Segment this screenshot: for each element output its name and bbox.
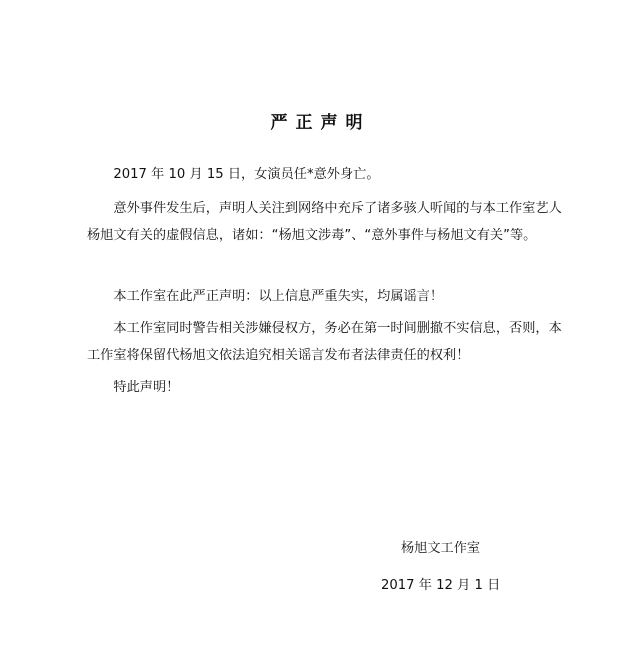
signature-date: 2017 年 12 月 1 日 (381, 578, 501, 593)
paragraph-warning: 本工作室同时警告相关涉嫌侵权方，务必在第一时间删撤不实信息，否则，本工作室将保留代杨旭文依法追究相关谣言发布者法律责任的权利！ (87, 321, 562, 363)
paragraph-closing: 特此声明！ (113, 380, 180, 395)
paragraph-rumors: 意外事件发生后，声明人关注到网络中充斥了诸多骇人听闻的与本工作室艺人杨旭文有关的虚假信息，诸如：“杨旭文涉毒”、“意外事件与杨旭文有关”等。 (87, 201, 562, 243)
document-title: 严正声明 (270, 113, 371, 133)
paragraph-declaration: 本工作室在此严正声明：以上信息严重失实，均属谣言！ (113, 289, 444, 304)
paragraph-incident: 2017 年 10 月 15 日，女演员任*意外身亡。 (113, 167, 380, 182)
signature-name: 杨旭文工作室 (401, 541, 481, 556)
